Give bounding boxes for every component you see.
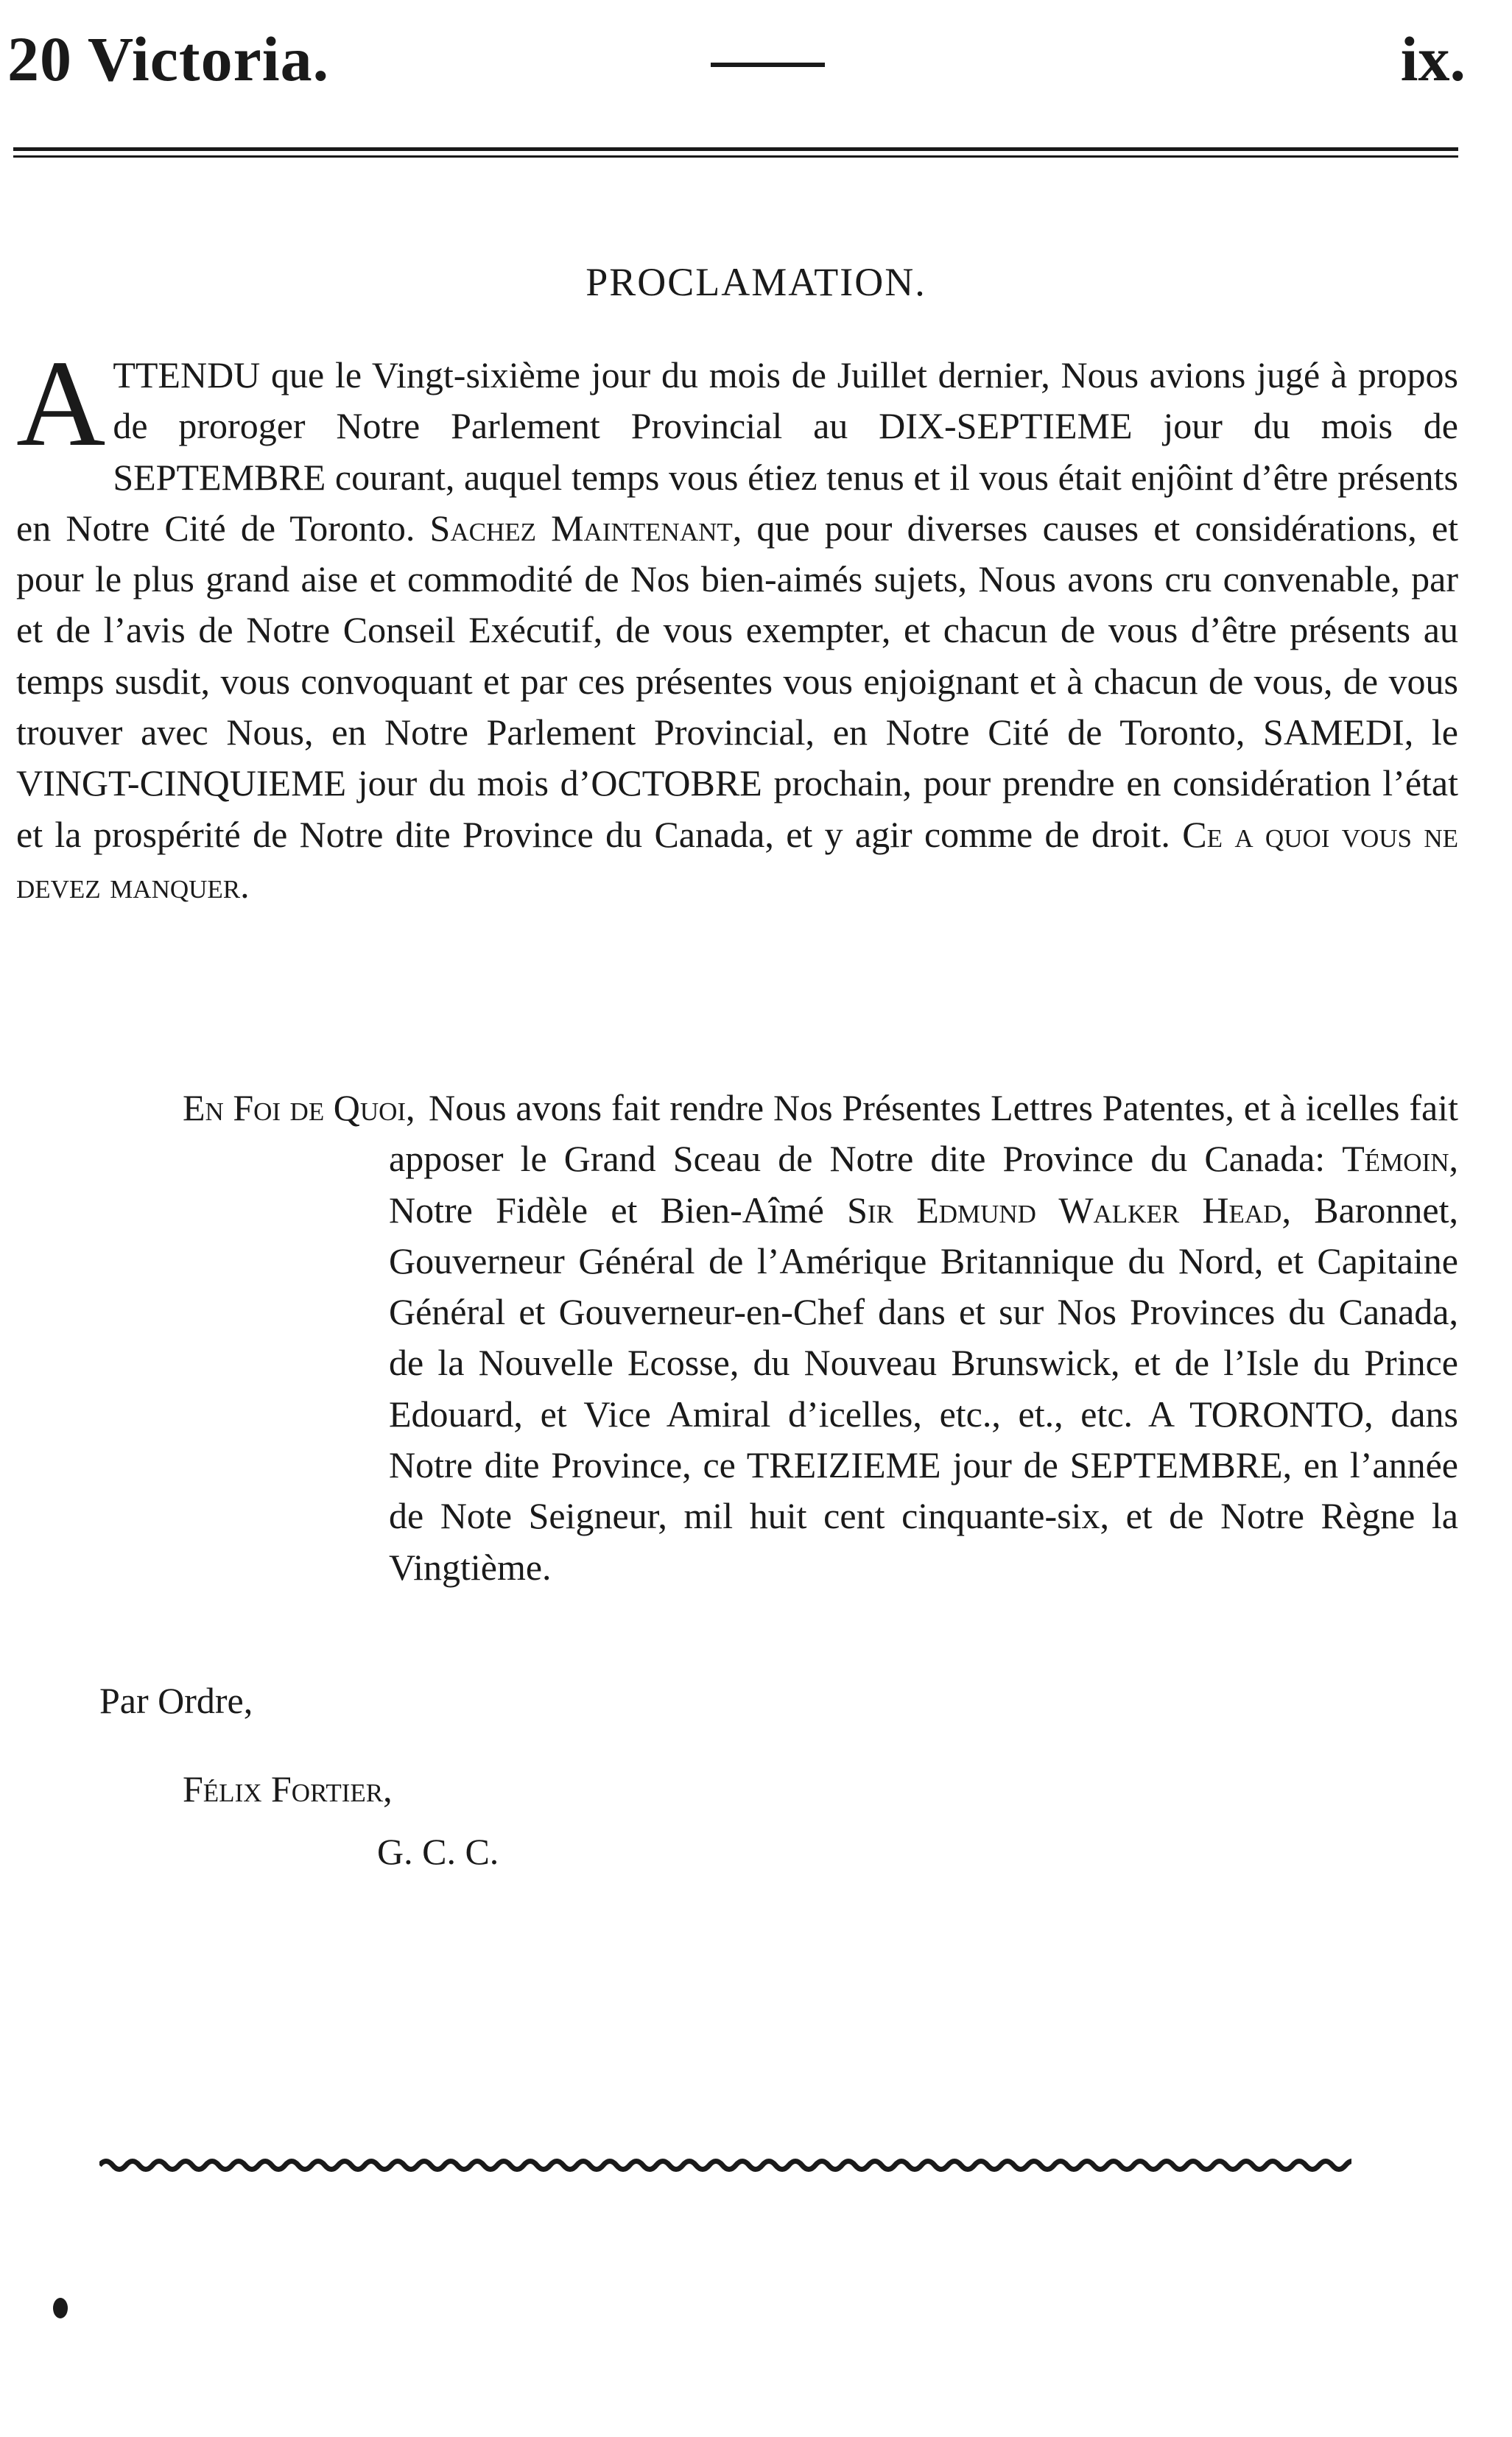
signature-title: G. C. C. — [377, 1831, 499, 1872]
attestation-lead: En Foi de Quoi, — [183, 1087, 415, 1128]
ornamental-rule — [99, 2154, 1351, 2176]
body-text-2: que pour diverses causes et considérations, et pour le plus grand aise et commodité de Nos bien-aimés sujets, Nous avons cru convenable, par et de l’avis de Notre Conseil Exécutif, de vous exempter, et chacun de vous d’être présents au temps susdit, vous convoquant et par ces présentes vous enjoignant et à chacun de vous, de vous trouver avec Nous, en Notre Parlement Provincial, en Notre Cité de Toronto, SAMEDI, le VINGT-CINQUIEME jour du mois d’OCTOBRE prochain, pour prendre en considération l’état et la prospérité de Notre dite Province du Canada, et y agir comme de droit. — [16, 507, 1459, 855]
signature-name: Félix Fortier, — [183, 1768, 393, 1810]
body-small-caps-2: Ce a quoi vous ne devez manquer. — [16, 813, 1459, 906]
ink-mark — [53, 2298, 68, 2318]
attestation-text-2: Notre Fidèle et Bien-Aîmé — [389, 1189, 824, 1231]
proclamation-title: PROCLAMATION. — [586, 260, 926, 304]
header-dash — [711, 63, 825, 67]
page-header — [7, 22, 1466, 110]
attestation-small-caps-2: Sir Edmund Walker Head, — [847, 1189, 1291, 1231]
attestation-small-caps-1: Témoin, — [1342, 1138, 1458, 1180]
body-text-1: TTENDU que le Vingt-sixième jour du mois de Juillet dernier, Nous avions jugé à propos de proroger Notre Parlement Provincial au DIX-SEPTIEME jour du mois de SEPTEMBRE courant, auquel temps vous étiez tenus et il vous était enjôint d’être présents en Notre Cité de Toronto. — [16, 354, 1458, 549]
attestation-text — [389, 1083, 1458, 1593]
header-page-number: ix. — [1400, 24, 1466, 94]
proclamation-body — [16, 335, 1459, 911]
header-volume: 20 Victoria. — [7, 24, 330, 94]
attestation-text-1: Nous avons fait rendre Nos Présentes Lettres Patentes, et à icelles fait apposer le Grand Sceau de Notre dite Province du Canada: — [389, 1087, 1458, 1180]
signature-order: Par Ordre, — [99, 1680, 253, 1721]
header-double-rule — [13, 147, 1458, 158]
attestation-text-3: Baronnet, Gouverneur Général de l’Amérique Britannique du Nord, et Capitaine Général et Gouverneur-en-Chef dans et sur Nos Provinces du Canada, de la Nouvelle Ecosse, du Nouveau Brunswick, et de l’Isle du Prince Edouard, et Vice Amiral d’icelles, etc., et., etc. A TORONTO, dans Notre dite Province, ce TREIZIEME jour de SEPTEMBRE, en l’année de Note Seigneur, mil huit cent cinquante-six, et de Notre Règne la Vingtième. — [389, 1189, 1459, 1588]
body-small-caps-1: Sachez Maintenant, — [429, 507, 742, 549]
drop-cap: A — [16, 335, 106, 472]
